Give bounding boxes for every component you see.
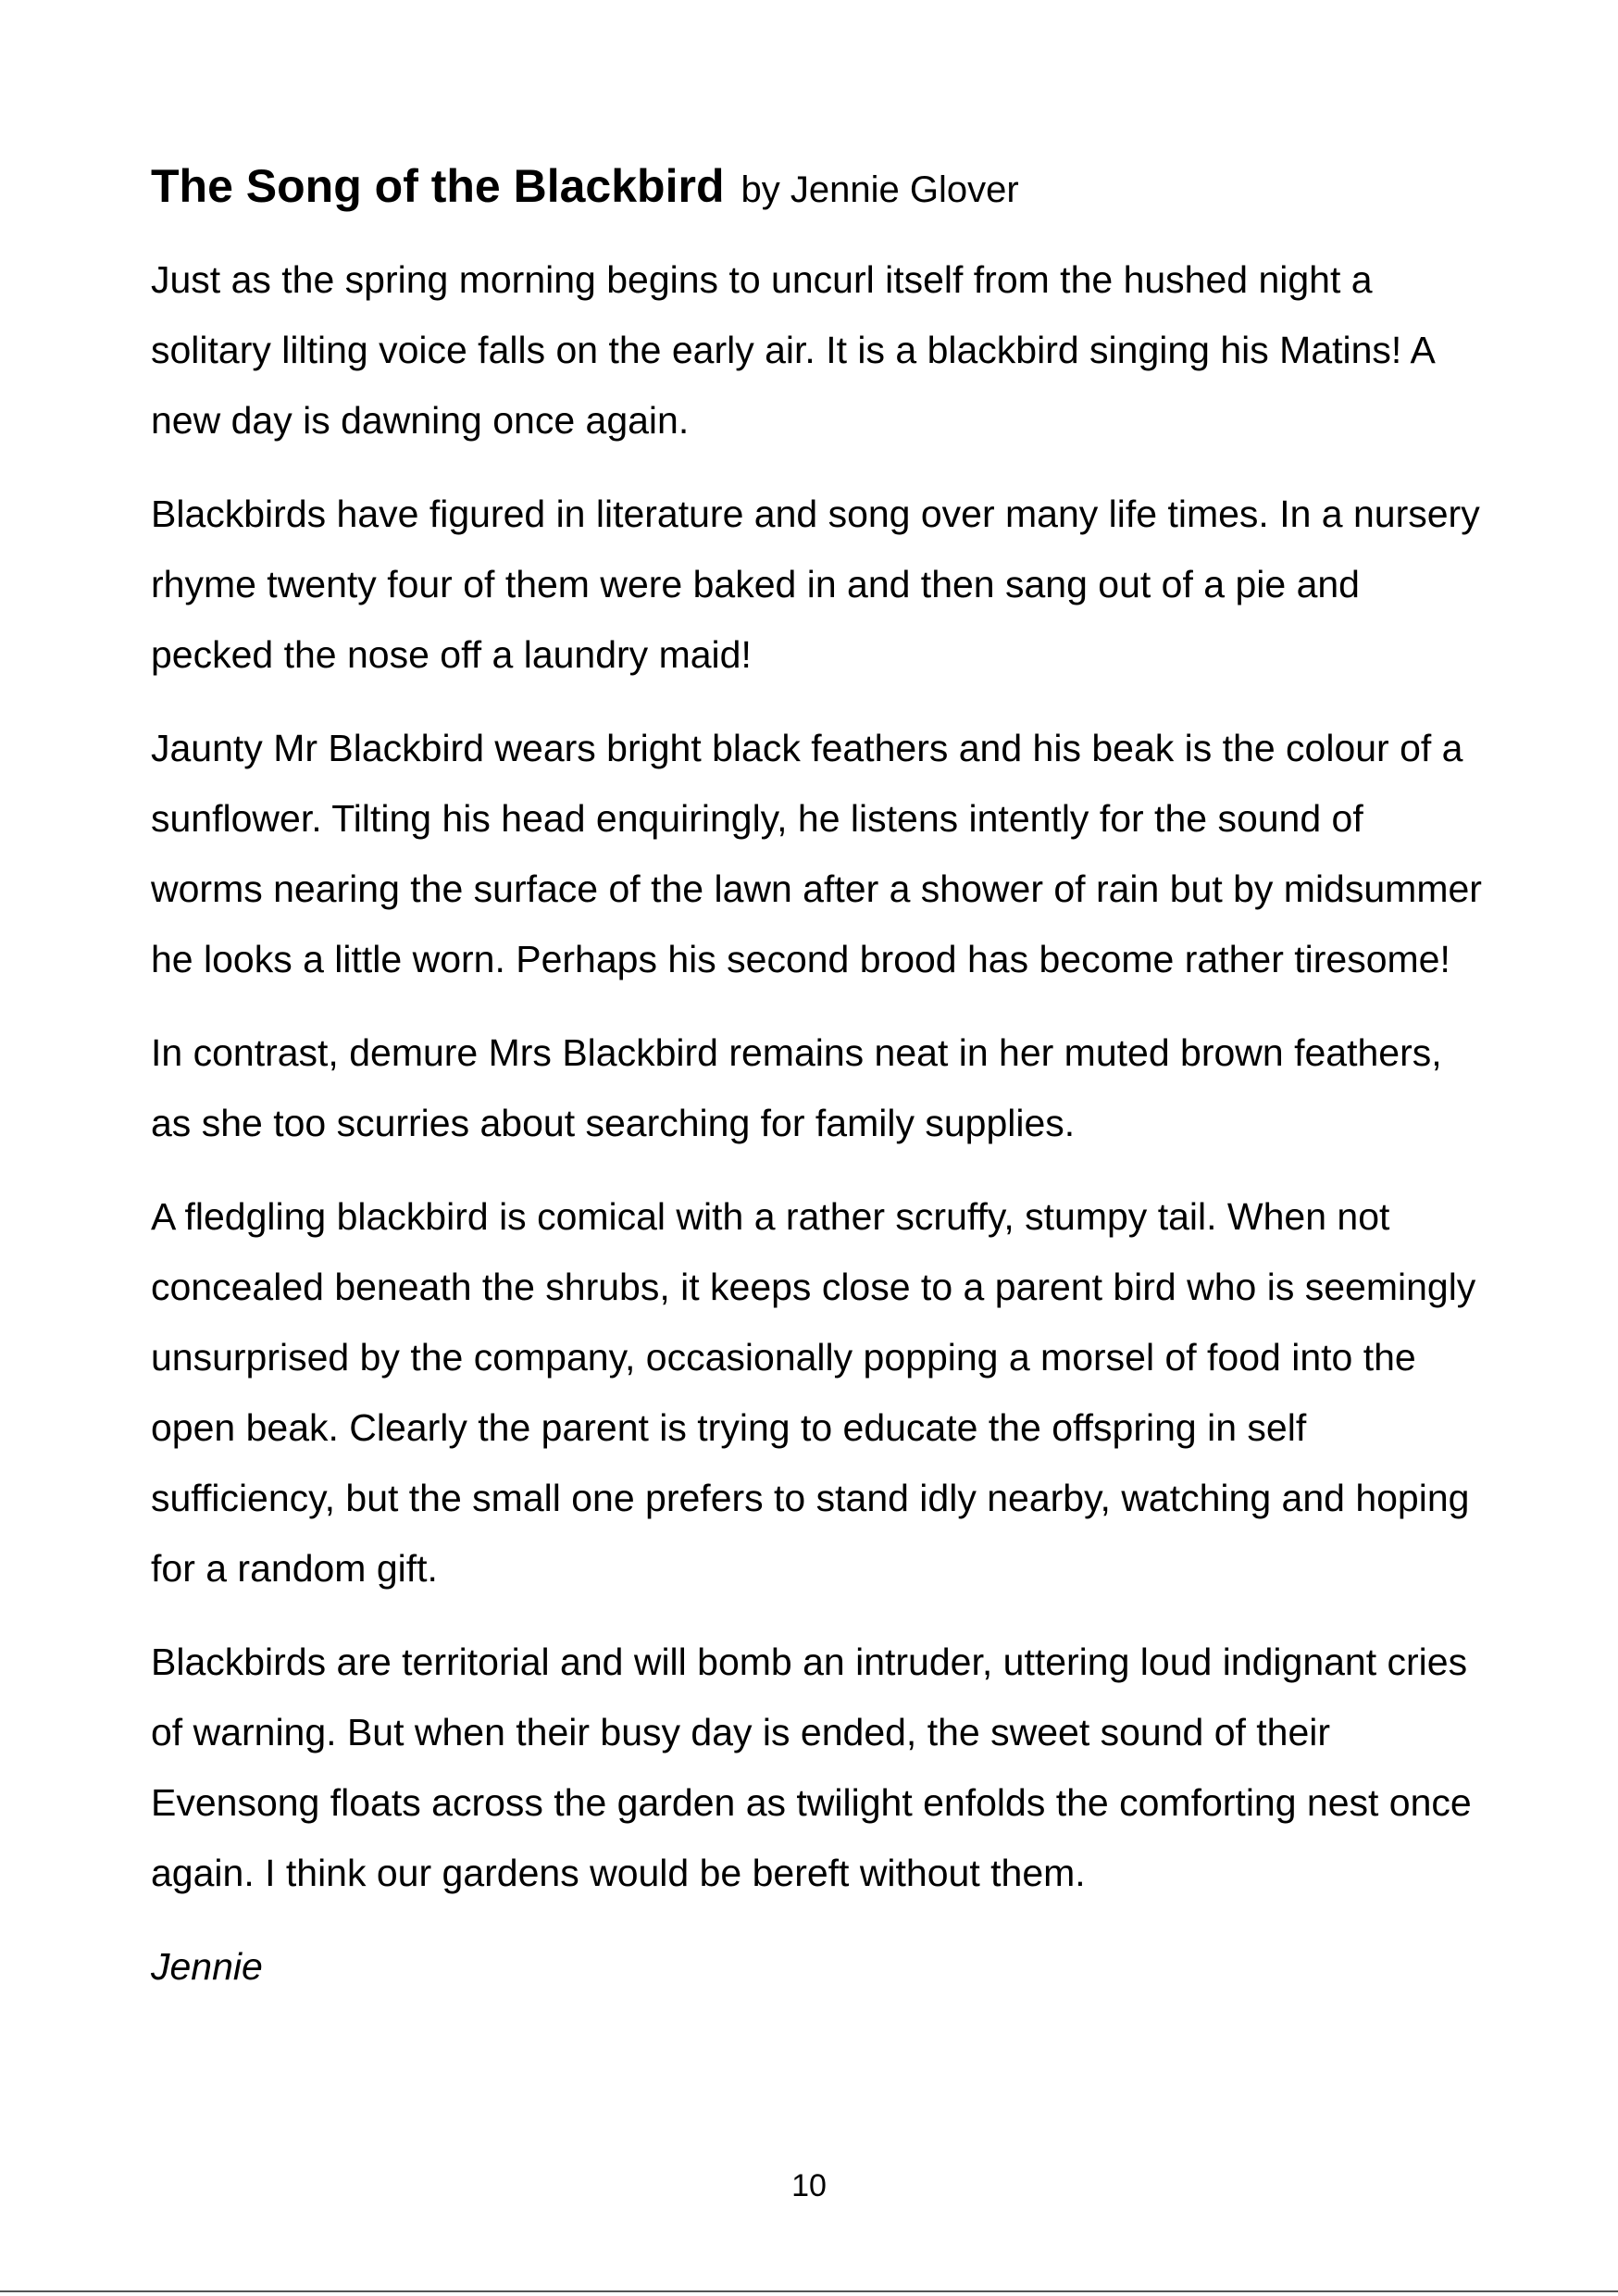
article bbox=[151, 153, 1484, 2002]
page-number: 10 bbox=[791, 2168, 827, 2203]
paragraph-5: A fledgling blackbird is comical with a rather scruffy, stumpy tail. When not concealed beneath the shrubs, it keeps close to a parent bird who is seemingly unsurprised by the company, occasionally popping a morsel of food into the open beak. Clearly the parent is trying to educate the offspring in self sufficiency, but the small one prefers to stand idly nearby, watching and hoping for a random gift. bbox=[151, 1195, 1476, 1590]
paragraph-4: In contrast, demure Mrs Blackbird remains neat in her muted brown feathers, as she too scurries about searching for family supplies. bbox=[151, 1031, 1442, 1144]
author-signoff: Jennie bbox=[151, 1945, 263, 1988]
paragraph-1: Just as the spring morning begins to uncurl itself from the hushed night a solitary lilting voice falls on the early air. It is a blackbird singing his Matins! A new day is dawning once again. bbox=[151, 258, 1434, 442]
article-byline: by Jennie Glover bbox=[741, 169, 1019, 210]
article-title: The Song of the Blackbird bbox=[151, 160, 725, 212]
paragraph-2: Blackbirds have figured in literature and song over many life times. In a nursery rhyme twenty four of them were baked in and then sang out of a pie and pecked the nose off a laundry maid! bbox=[151, 493, 1480, 676]
article-heading bbox=[151, 153, 1484, 231]
page-bottom-divider bbox=[0, 2290, 1618, 2292]
paragraph-6: Blackbirds are territorial and will bomb an intruder, uttering loud indignant cries of warning. But when their busy day is ended, the sweet sound of their Evensong floats across the garden as twilight enfolds the comforting nest once again. I think our gardens would be bereft without them. bbox=[151, 1641, 1472, 1894]
paragraph-3: Jaunty Mr Blackbird wears bright black feathers and his beak is the colour of a sunflower. Tilting his head enquiringly, he listens intently for the sound of worms nearing the surface of the lawn after a shower of rain but by midsummer he looks a little worn. Perhaps his second brood has become rather tiresome! bbox=[151, 727, 1482, 980]
